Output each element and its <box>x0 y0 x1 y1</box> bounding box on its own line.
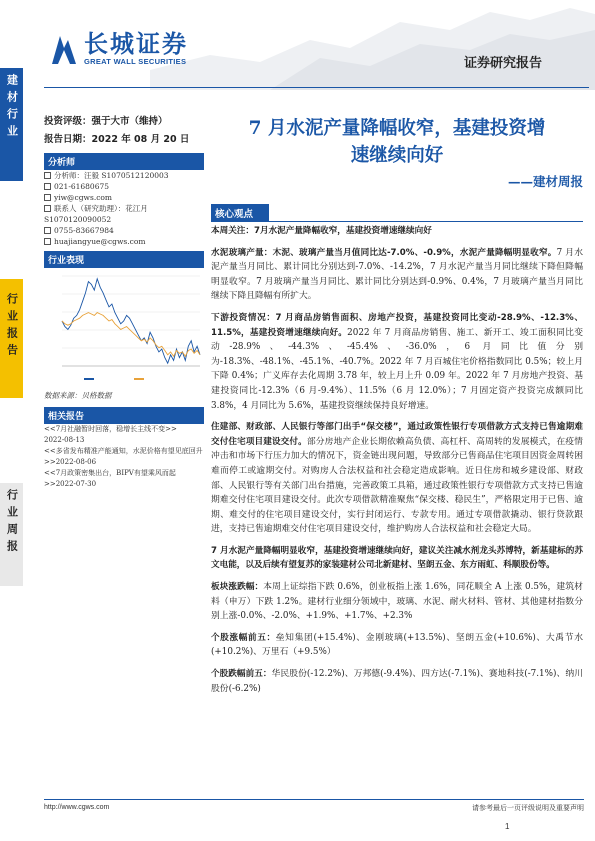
footer-url[interactable]: http://www.cgws.com <box>44 804 110 811</box>
mountain-banner <box>150 0 595 90</box>
logo-chinese: 长城证券 <box>84 29 188 58</box>
analyst-section-head: 分析师 <box>44 153 204 170</box>
id-icon <box>44 172 51 179</box>
logo-mark-icon <box>50 30 78 66</box>
legend-swatch-0 <box>84 378 94 380</box>
paragraph-top-losers: 个股跌幅前五：华民股份(-12.2%)、万邦德(-9.4%)、四方达(-7.1%)、赛地科技(-7.1%)、纳川股份(-6.2%) <box>211 669 583 694</box>
series-line-1 <box>62 313 200 357</box>
email-icon <box>44 194 51 201</box>
core-divider <box>211 221 583 222</box>
analyst-row: S1070120090052 <box>44 215 112 224</box>
related-reports <box>44 424 204 490</box>
legend-swatch-1 <box>134 378 144 380</box>
sidebar <box>0 0 23 841</box>
company-logo <box>50 30 188 66</box>
industry-trend-chart <box>44 270 204 388</box>
analyst-row: 021-61680675 <box>44 181 204 192</box>
related-report-link[interactable]: <<7月政策密集出台，BIPV有望乘风而起>>2022-07-30 <box>44 469 176 488</box>
analyst-row[interactable]: yiw@cgws.com <box>44 192 204 203</box>
trend-chart-svg <box>44 270 204 388</box>
trend-section-head: 行业表现 <box>44 251 204 268</box>
analyst-row: 0755-83667984 <box>44 225 204 236</box>
analyst-list <box>44 170 204 247</box>
page-footer <box>44 799 584 812</box>
page-number: 1 <box>505 822 510 831</box>
analyst-row: 分析师：汪毅 S1070512120003 <box>44 170 204 181</box>
weekly-focus: 本周关注：7月水泥产量降幅收窄，基建投资增速继续向好 <box>211 226 432 236</box>
header-divider <box>44 87 589 88</box>
paragraph-downstream: 下游投资情况：7 月商品房销售面积、房地产投资，基建投资同比变动-28.9%、-12.3%、11.5%，基建投资增速继续向好。2022 年 7 月商品房销售、施工、新开工、竣工面积同比变动-28.9%、-44.3%、-45.4%、-36.0%，6 月同比值分别为-18.3%、-48.1%、-45.1%、-40.7%。2022 年 7 月百城住宅价格指数同比 0.5%；较上月下降 0.4%；广义库存去化周期 3.78 年，较上月上升 0.09 年。2022 年 7 月房地产投资、基建投资同比-12.3%（6 月-9.4%）、11.5%（6 月 12.0%）；7 月固定资产投资完成额同比 3.8%，4 月同比为 5.6%，基建投资继续保持良好增速。 <box>211 312 583 411</box>
chart-source: 数据来源：贝格数据 <box>44 391 112 400</box>
paragraph-recommendation: 7 月水泥产量降幅明显收窄，基建投资增速继续向好，建议关注减水剂龙头苏博特，新基建标的苏文电能，以及后续有望复苏的家装建材公司北新建材、坚朗五金、东方雨虹、科顺股份等。 <box>211 545 583 571</box>
paragraph-policy: 住建部、财政部、人民银行等部门出手“保交楼”，通过政策性银行专项借款方式支持已售逾期难交付住宅项目建设交付。部分房地产企业长期依赖高负债、高杠杆、高周转的发展模式，在疫情冲击和市场下行压力加大的情况下，资金链出现问题，导致部分已售商品住宅项目因资金周转困难而停工或逾期交付。对购房人合法权益和社会稳定造成影响。近日住房和城乡建设部、财政部、人民银行等有关部门出台措施，完善政策工具箱，通过政策性银行专项借款方式支持已售逾期难交付住宅项目建设交付。此次专项借款精准聚焦“保交楼、稳民生”，严格限定用于已售、逾期、难交付的住宅项目建设交付，实行封闭运行、专款专用。通过专项借款撬动、银行贷款跟进，支持已售逾期难交付住宅项目建设交付，维护购房人合法权益和社会稳定大局。 <box>211 422 583 535</box>
footer-disclaimer: 请参考最后一页评级说明及重要声明 <box>472 804 584 812</box>
logo-english: GREAT WALL SECURITIES <box>84 56 187 66</box>
report-type-label: 证券研究报告 <box>464 56 543 71</box>
investment-rating: 投资评级：强于大市（维持） <box>44 116 168 127</box>
report-date: 报告日期：2022 年 08 月 20 日 <box>44 134 190 145</box>
phone-icon <box>44 227 51 234</box>
paragraph-sector-performance: 板块涨跌幅：本周上证综指下跌 0.6%，创业板指上涨 1.6%，同花顺全 A 上涨 0.5%，建筑材料（申万）下跌 1.2%。建材行业细分领域中，玻璃、水泥、耐火材料、管材、其他建材指数分别上涨-0.0%、-2.0%、+1.9%、+1.7%、+2.3% <box>211 582 583 622</box>
page-header <box>0 0 595 95</box>
sidebar-industry-tag: 建材行业 <box>0 68 23 181</box>
phone-icon <box>44 183 51 190</box>
report-title: 7 月水泥产量降幅收窄，基建投资增 速继续向好 <box>248 118 546 166</box>
person-icon <box>44 205 51 212</box>
related-report-link[interactable]: <<多省发布精准产能通知，水泥价格有望见底回升>>2022-08-06 <box>44 447 203 466</box>
paragraph-cement-glass: 水泥玻璃产量：木泥、玻璃产量当月值同比达-7.0%、-0.9%，水泥产量降幅明显收窄。7 月水泥产量当月同比、累计同比分别达到-7.0%、-14.2%，7 月水泥产量当月同比继续下降但降幅明显收窄。7 月玻璃产量当月同比、累计同比分别达到-0.9%、0.4%，7 月玻璃产量当月同比继续下降且降幅有所扩大。 <box>211 247 583 302</box>
main-column <box>211 115 583 696</box>
sidebar-report-tag: 行业报告 <box>0 279 23 398</box>
related-report-date: 2022-08-13 <box>44 436 85 444</box>
analyst-row: 联系人（研究助理）：花江月 <box>44 203 204 214</box>
related-section-head: 相关报告 <box>44 407 204 424</box>
paragraph-top-gainers: 个股涨幅前五：垒知集团(+15.4%)、金刚玻璃(+13.5%)、坚朗五金(+10.6%)、大禹节水(+10.2%)、万里石（+9.5%） <box>211 632 583 658</box>
email-icon <box>44 238 51 245</box>
info-column <box>44 113 204 490</box>
analyst-row[interactable]: huajiangyue@cgws.com <box>44 236 204 247</box>
report-subtitle: ——建材周报 <box>507 174 583 189</box>
related-report-link[interactable]: <<7月社融暂时回落，稳增长主线不变>> <box>44 425 177 433</box>
sidebar-weekly-tag: 行业周报 <box>0 483 23 586</box>
core-views-head: 核心观点 <box>211 204 269 222</box>
series-line-0 <box>62 279 200 363</box>
